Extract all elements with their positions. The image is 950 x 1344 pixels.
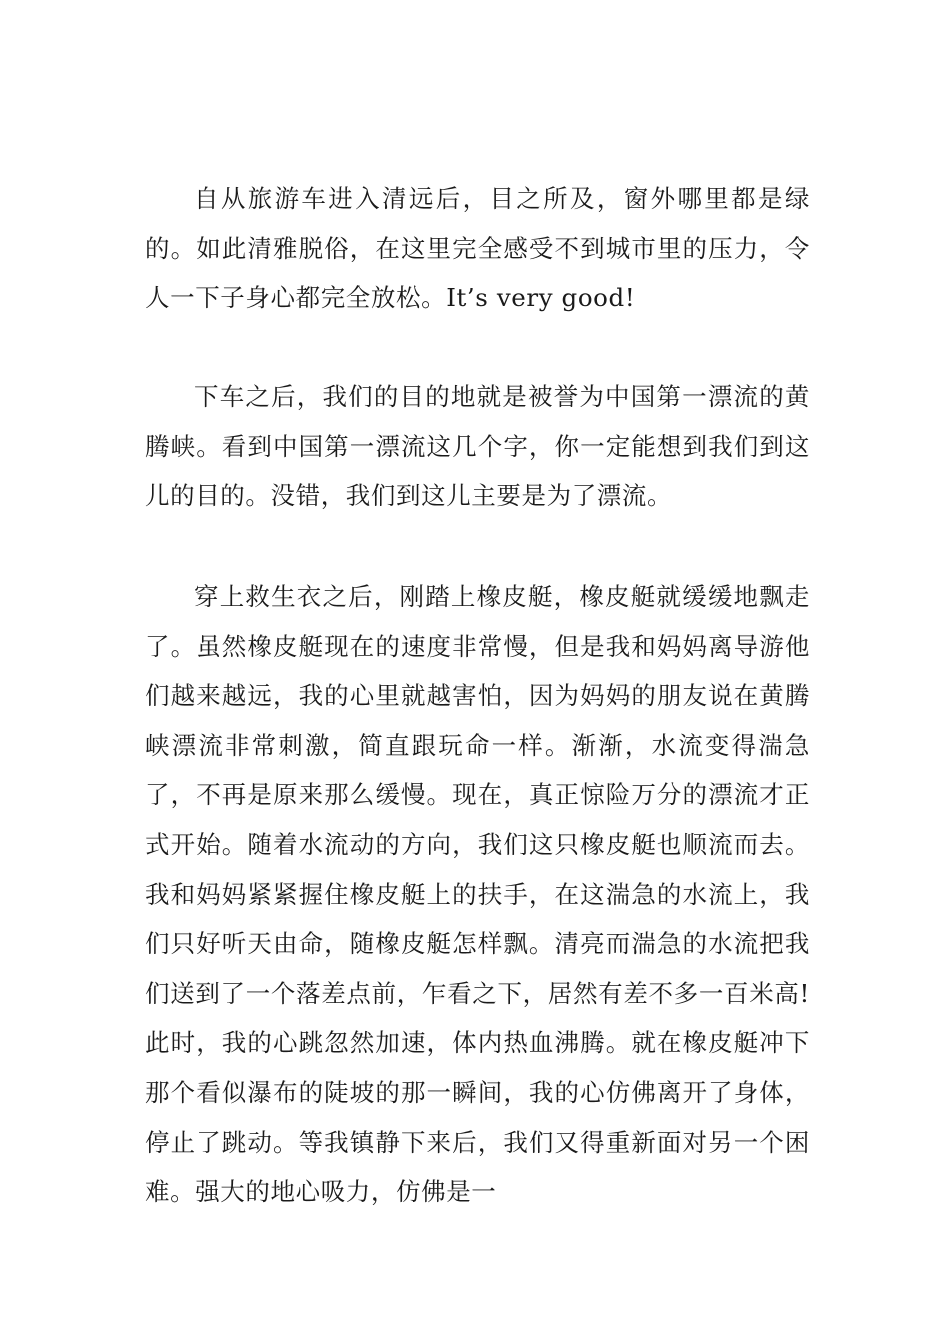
paragraph-2: 下车之后，我们的目的地就是被誉为中国第一漂流的黄腾峡。看到中国第一漂流这几个字，你一定能想到我们到这儿的目的。没错，我们到这儿主要是为了漂流。: [145, 382, 810, 511]
paragraph-3: 穿上救生衣之后，刚踏上橡皮艇，橡皮艇就缓缓地飘走了。虽然橡皮艇现在的速度非常慢，但是我和妈妈离导游他们越来越远，我的心里就越害怕，因为妈妈的朋友说在黄腾峡漂流非常刺激，简直跟玩命一样。渐渐，水流变得湍急了，不再是原来那么缓慢。现在，真正惊险万分的漂流才正式开始。随着水流动的方向，我们这只橡皮艇也顺流而去。我和妈妈紧紧握住橡皮艇上的扶手，在这湍急的水流上，我们只好听天由命，随橡皮艇怎样飘。清亮而湍急的水流把我们送到了一个落差点前，乍看之下，居然有差不多一百米高!此时，我的心跳忽然加速，体内热血沸腾。就在橡皮艇冲下那个看似瀑布的陡坡的那一瞬间，我的心仿佛离开了身体，停止了跳动。等我镇静下来后，我们又得重新面对另一个困难。强大的地心吸力，仿佛是一: [145, 582, 810, 1207]
paragraph-1: 自从旅游车进入清远后，目之所及，窗外哪里都是绿的。如此清雅脱俗，在这里完全感受不到城市里的压力，令人一下子身心都完全放松。It’s very good!: [145, 184, 810, 313]
